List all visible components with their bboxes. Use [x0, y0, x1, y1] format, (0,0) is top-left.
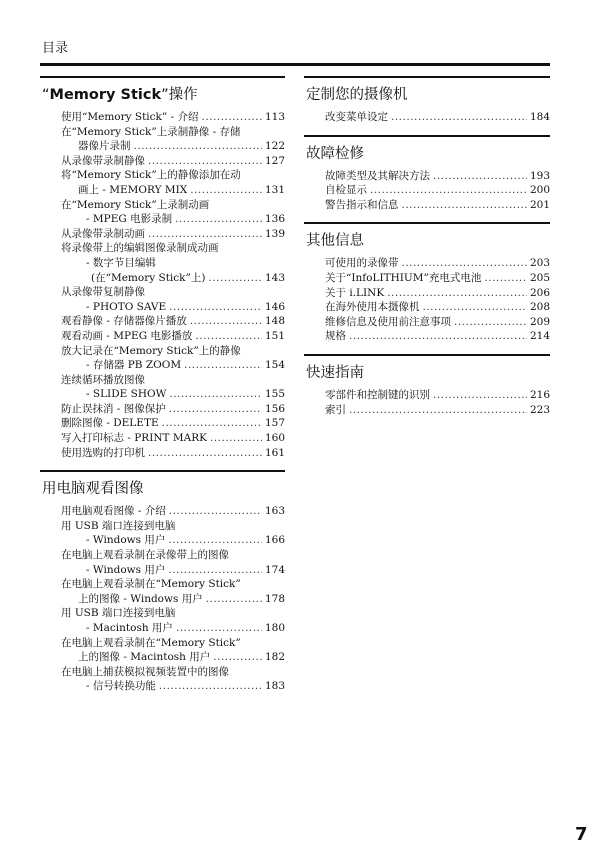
toc-page-number: 203 [529, 257, 550, 270]
toc-entry-text: 放大记录在“Memory Stick”上的静像 [61, 344, 241, 357]
toc-page-number: 183 [264, 680, 285, 693]
dot-leader [168, 533, 262, 548]
toc-entry-line [61, 592, 285, 607]
toc-entry[interactable] [325, 403, 550, 418]
toc-page-number: 174 [264, 563, 285, 576]
toc-entry-text: 改变菜单设定 [325, 111, 388, 123]
toc-entry-text: 写入打印标志 - PRINT MARK [61, 432, 207, 445]
toc-entry-line [61, 665, 285, 680]
toc-entry-line [61, 198, 285, 213]
toc-page-number: 148 [264, 315, 285, 328]
toc-entry[interactable] [61, 314, 285, 329]
toc-entry-line [61, 679, 285, 694]
toc-entry-text: 在电脑上捕获模拟视频装置中的图像 [61, 665, 229, 678]
toc-entry-line [325, 183, 550, 198]
section-title[interactable] [40, 83, 285, 104]
dot-leader [387, 286, 527, 301]
toc-entry[interactable] [61, 446, 285, 461]
toc-entry-line [61, 183, 285, 198]
toc-page-number: 139 [264, 227, 285, 240]
toc-entry[interactable] [61, 344, 285, 373]
dot-leader [184, 358, 262, 373]
dot-leader [169, 504, 262, 519]
toc-entry-line [61, 533, 285, 548]
toc-entry-text: 在海外使用本摄像机 [325, 301, 420, 314]
toc-entry[interactable] [61, 110, 285, 125]
dot-leader [213, 650, 262, 665]
toc-entry-text: 防止误抹消 - 图像保护 [61, 402, 166, 415]
toc-entry[interactable] [61, 577, 285, 606]
dot-leader [433, 169, 527, 184]
section-title[interactable] [40, 477, 285, 498]
toc-entry[interactable] [61, 416, 285, 431]
dot-leader [190, 183, 262, 198]
toc-entry-text: 使用“Memory Stick” - 介绍 [61, 111, 199, 123]
toc-page-number: 163 [264, 505, 285, 518]
toc-entry-text: - 信号转换功能 [86, 680, 156, 693]
toc-entry[interactable] [325, 110, 550, 125]
dot-leader [148, 227, 262, 242]
toc-entry[interactable] [61, 665, 285, 694]
toc-entry[interactable] [61, 329, 285, 344]
toc-entry-line [61, 402, 285, 417]
section-title[interactable]: 其他信息 [306, 233, 364, 250]
toc-entry-text: 将录像带上的编辑图像录制成动画 [61, 242, 219, 255]
toc-entry[interactable] [61, 154, 285, 169]
section-rule [304, 76, 550, 78]
toc-entry-list [40, 110, 285, 460]
toc-entry-line [325, 315, 550, 330]
toc-section [304, 135, 550, 213]
dot-leader [175, 212, 262, 227]
toc-page-number: 154 [264, 359, 285, 372]
dot-leader [206, 592, 262, 607]
toc-section [40, 76, 285, 460]
toc-entry-line [61, 110, 285, 125]
toc-entry[interactable] [61, 606, 285, 635]
toc-entry-text: 在电脑上观看录制在“Memory Stick” [61, 578, 241, 591]
toc-page-number: 156 [264, 402, 285, 415]
toc-entry-line [61, 271, 285, 286]
toc-entry-text: 故障类型及其解决方法 [325, 169, 430, 182]
dot-leader [169, 402, 262, 417]
toc-entry[interactable] [325, 183, 550, 198]
dot-leader [169, 300, 262, 315]
toc-entry-line [61, 621, 285, 636]
toc-entry-line [61, 154, 285, 169]
dot-leader [402, 198, 527, 213]
page-header-title: 目录 [42, 41, 69, 56]
toc-entry-text: 关于 i.LINK [325, 286, 385, 299]
toc-entry-line [61, 373, 285, 388]
toc-entry[interactable] [325, 300, 550, 315]
toc-page-number: 122 [264, 140, 285, 153]
toc-entry-line [61, 139, 285, 154]
toc-entry-line [61, 168, 285, 183]
toc-page-number: 214 [529, 330, 550, 343]
toc-entry-text: - SLIDE SHOW [86, 388, 167, 401]
toc-entry-text: 从录像带录制动画 [61, 227, 145, 240]
toc-page-number: 136 [264, 213, 285, 226]
toc-entry-line [61, 548, 285, 563]
toc-entry-line [325, 403, 550, 418]
toc-entry-text: 在“Memory Stick”上录制动画 [61, 198, 210, 211]
dot-leader [148, 154, 262, 169]
section-title[interactable]: 定制您的摄像机 [306, 87, 408, 103]
toc-entry-list [304, 169, 550, 213]
toc-entry-line [61, 563, 285, 578]
toc-entry-line [61, 329, 285, 344]
section-rule [304, 354, 550, 356]
dot-leader [454, 315, 527, 330]
toc-entry-text: 可使用的录像带 [325, 257, 399, 270]
toc-entry-text: - Macintosh 用户 [86, 622, 173, 634]
toc-entry[interactable] [325, 271, 550, 286]
toc-entry-line [61, 285, 285, 300]
toc-entry-text: 在电脑上观看录制在录像带上的图像 [61, 549, 229, 562]
section-title-rest: ”操作 [161, 87, 198, 103]
toc-entry-text: - PHOTO SAVE [86, 300, 167, 313]
toc-page-number: 206 [529, 286, 550, 299]
toc-entry-text: 器像片录制 [78, 140, 131, 153]
toc-page-number: 193 [529, 169, 550, 182]
toc-entry-text: 用电脑观看图像 - 介绍 [61, 505, 166, 518]
toc-entry-line [325, 169, 550, 184]
toc-page-number: 127 [264, 154, 285, 167]
section-title-rest: 用电脑观看图像 [42, 481, 144, 498]
toc-page-number: 182 [264, 651, 285, 664]
section-rule [304, 222, 550, 224]
toc-entry-list [40, 504, 285, 694]
toc-page-number: 209 [529, 315, 550, 328]
section-title-open: “ [42, 87, 50, 103]
toc-entry[interactable] [61, 285, 285, 314]
toc-entry-text: - Windows 用户 [86, 563, 166, 576]
dot-leader [208, 271, 261, 286]
toc-entry-text: 用 USB 端口连接到电脑 [61, 519, 176, 532]
toc-entry[interactable] [325, 329, 550, 344]
toc-entry-text: 警告指示和信息 [325, 198, 399, 211]
toc-entry-line [61, 636, 285, 651]
dot-leader [134, 139, 262, 154]
page-number: 7 [575, 824, 588, 845]
toc-entry-text: (在“Memory Stick”上) [91, 271, 206, 284]
toc-entry-text: 使用选购的打印机 [61, 446, 145, 459]
dot-leader [349, 403, 527, 418]
toc-entry[interactable] [61, 548, 285, 577]
toc-entry[interactable] [61, 227, 285, 242]
toc-entry-line [61, 431, 285, 446]
toc-entry-text: 从录像带录制静像 [61, 154, 145, 167]
toc-entry[interactable] [61, 431, 285, 446]
toc-entry-line [325, 256, 550, 271]
toc-page-number: 178 [264, 592, 285, 605]
toc-page-number: 157 [264, 417, 285, 430]
toc-page-number: 160 [264, 432, 285, 445]
toc-entry[interactable] [61, 504, 285, 519]
toc-page-number: 155 [264, 388, 285, 401]
toc-page-number: 201 [529, 198, 550, 211]
dot-leader [391, 110, 527, 125]
toc-entry[interactable] [61, 168, 285, 197]
toc-right-column [304, 68, 550, 417]
toc-entry-text: 索引 [325, 403, 346, 416]
dot-leader [148, 446, 262, 461]
toc-entry-text: 删除图像 - DELETE [61, 417, 159, 430]
toc-page-number: 146 [264, 300, 285, 313]
toc-entry-text: 上的图像 - Macintosh 用户 [78, 651, 211, 664]
toc-entry-text: 上的图像 - Windows 用户 [78, 592, 203, 605]
dot-leader [202, 110, 262, 125]
section-title[interactable]: 故障检修 [306, 145, 364, 162]
toc-page-number: 223 [529, 403, 550, 416]
toc-entry-line [61, 212, 285, 227]
toc-entry-line [325, 271, 550, 286]
toc-entry-line [61, 125, 285, 140]
toc-entry-text: 自检显示 [325, 184, 367, 197]
toc-entry-line [61, 446, 285, 461]
toc-entry-line [61, 241, 285, 256]
toc-entry[interactable] [61, 241, 285, 285]
toc-page-number: 131 [264, 183, 285, 196]
toc-entry-text: 关于“InfoLITHIUM”充电式电池 [325, 271, 482, 284]
toc-entry[interactable] [325, 198, 550, 213]
toc-entry-text: - 数字节目编辑 [86, 256, 156, 269]
toc-section [304, 354, 550, 417]
toc-entry-text: 画上 - MEMORY MIX [78, 183, 188, 196]
toc-entry-text: 观看动画 - MPEG 电影播放 [61, 329, 193, 342]
section-rule [40, 470, 285, 472]
toc-entry-list [304, 256, 550, 344]
toc-page-number: 208 [529, 301, 550, 314]
toc-entry[interactable] [325, 256, 550, 271]
toc-entry-line [325, 300, 550, 315]
dot-leader [210, 431, 262, 446]
toc-page-number: 216 [529, 388, 550, 401]
toc-entry-line [61, 358, 285, 373]
toc-entry-line [61, 300, 285, 315]
toc-entry-line [325, 110, 550, 125]
toc-page-number: 200 [529, 184, 550, 197]
toc-page-number: 113 [264, 111, 285, 123]
toc-entry-line [61, 519, 285, 534]
toc-entry-line [61, 227, 285, 242]
toc-section [304, 76, 550, 125]
section-title-bold: Memory Stick [49, 87, 162, 103]
toc-entry[interactable] [325, 169, 550, 184]
toc-entry[interactable] [61, 402, 285, 417]
dot-leader [423, 300, 527, 315]
toc-page-number: 161 [264, 446, 285, 459]
toc-entry-line [61, 344, 285, 359]
toc-entry[interactable] [61, 373, 285, 402]
toc-entry-text: 零部件和控制键的识别 [325, 388, 430, 401]
dot-leader [402, 256, 527, 271]
toc-entry-line [61, 577, 285, 592]
toc-section [40, 470, 285, 694]
toc-entry-line [325, 329, 550, 344]
dot-leader [159, 679, 262, 694]
toc-page-number: 184 [529, 111, 550, 123]
header-rule [40, 63, 550, 66]
toc-page-number: 205 [529, 271, 550, 284]
toc-entry-line [61, 504, 285, 519]
toc-entry-line [61, 416, 285, 431]
toc-entry[interactable] [325, 315, 550, 330]
toc-entry-line [61, 606, 285, 621]
toc-entry-line [325, 198, 550, 213]
toc-entry[interactable] [325, 286, 550, 301]
dot-leader [176, 621, 262, 636]
dot-leader [162, 416, 262, 431]
toc-entry-line [61, 256, 285, 271]
toc-entry[interactable] [61, 198, 285, 227]
toc-entry-text: 规格 [325, 330, 346, 343]
toc-page-number: 166 [264, 534, 285, 547]
toc-entry-text: - 存储器 PB ZOOM [86, 359, 182, 372]
toc-entry-line [61, 650, 285, 665]
toc-entry-text: 连续循环播放图像 [61, 373, 145, 386]
toc-entry-text: - MPEG 电影录制 [86, 213, 173, 226]
toc-section [304, 222, 550, 344]
toc-page-number: 151 [264, 329, 285, 342]
dot-leader [433, 388, 527, 403]
toc-entry-text: 在电脑上观看录制在“Memory Stick” [61, 636, 241, 649]
toc-page-number: 143 [264, 271, 285, 284]
dot-leader [190, 314, 262, 329]
toc-entry[interactable] [61, 125, 285, 154]
toc-entry[interactable] [325, 388, 550, 403]
dot-leader [349, 329, 527, 344]
toc-entry-text: 用 USB 端口连接到电脑 [61, 607, 176, 620]
dot-leader [484, 271, 527, 286]
toc-entry-text: - Windows 用户 [86, 534, 166, 547]
toc-entry-text: 从录像带复制静像 [61, 286, 145, 299]
toc-entry[interactable] [61, 636, 285, 665]
dot-leader [168, 563, 262, 578]
toc-entry-text: 将“Memory Stick”上的静像添加在动 [61, 169, 241, 182]
toc-entry-line [61, 387, 285, 402]
dot-leader [195, 329, 262, 344]
toc-entry[interactable] [61, 519, 285, 548]
toc-entry-list [304, 110, 550, 125]
toc-page-number: 180 [264, 622, 285, 634]
section-rule [40, 76, 285, 78]
toc-left-column [40, 68, 285, 694]
toc-entry-list [304, 388, 550, 417]
dot-leader [370, 183, 527, 198]
toc-entry-text: 维修信息及使用前注意事项 [325, 315, 451, 328]
dot-leader [169, 387, 262, 402]
toc-entry-line [325, 286, 550, 301]
toc-entry-text: 观看静像 - 存储器像片播放 [61, 315, 187, 328]
section-rule [304, 135, 550, 137]
toc-entry-line [325, 388, 550, 403]
toc-entry-line [61, 314, 285, 329]
toc-entry-text: 在“Memory Stick”上录制静像 - 存储 [61, 125, 241, 138]
section-title[interactable]: 快速指南 [306, 364, 364, 381]
